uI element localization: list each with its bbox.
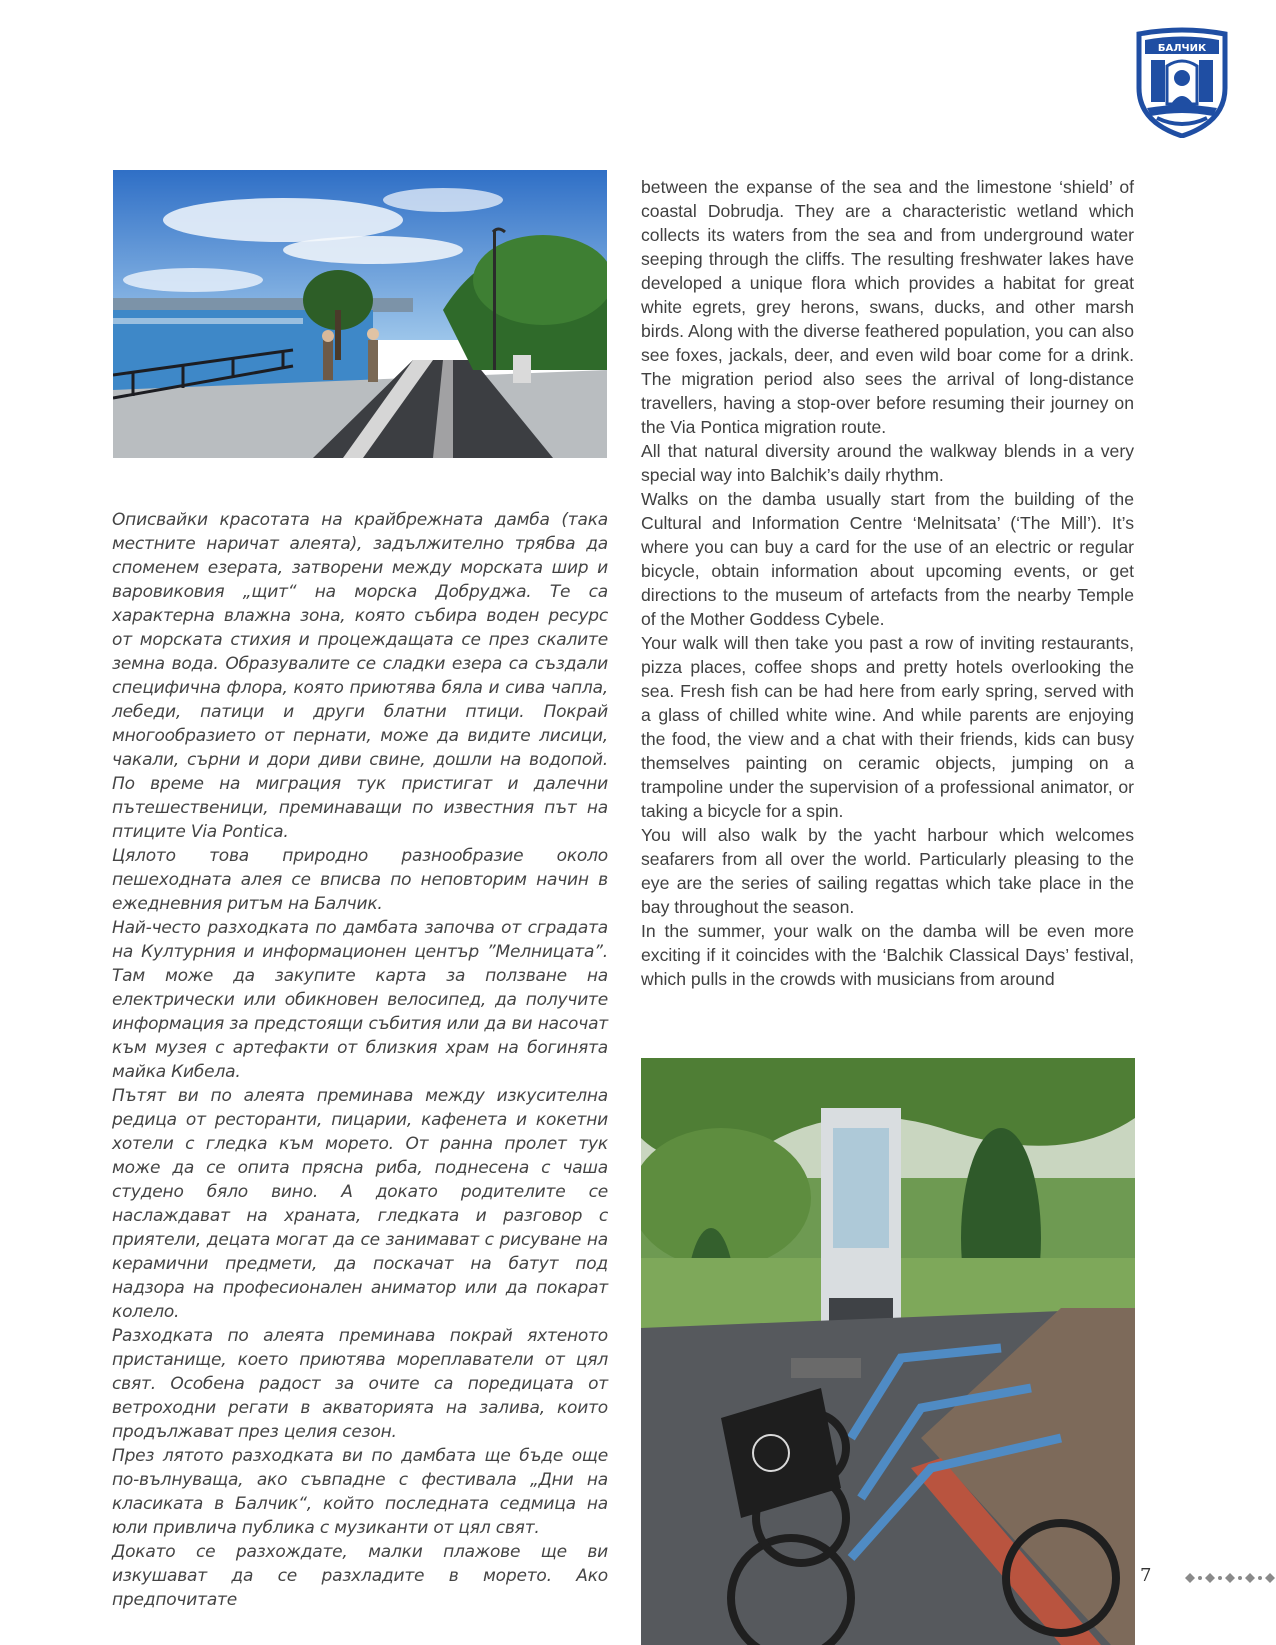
folk-ornament-icon <box>1183 1570 1276 1586</box>
bike-sharing-station-photo <box>641 1058 1135 1645</box>
paragraph: Цялото това природно разнообразие около пешеходната алея се вписва по неповторим начин в ежедневния ритъм на Балчик. <box>112 846 608 914</box>
paragraph: Разходката по алеята преминава покрай яхтеното пристанище, което приютява мореплаватели от цял свят. Особена радост за очите са поредицата от ветроходни регати в акваторията на залива, които продължават през целия сезон. <box>112 1326 608 1442</box>
bulgarian-text-column <box>112 508 608 1612</box>
paragraph: Докато се разхождате, малки плажове ще ви изкушават да се разхладите в морето. Ако предпочитате <box>112 1542 608 1610</box>
page-number: 7 <box>1140 1565 1152 1586</box>
paragraph: Пътят ви по алеята преминава между изкусителна редица от ресторанти, пицарии, кафенета и кокетни хотели с гледка към морето. От ранна пролет тук може да се опита прясна риба, поднесена с чаша студено бяло вино. А докато родителите се наслаждават на храната, гледката и разговор с приятели, децата могат да се занимават с рисуване на керамични предмети, да поскачат на батут под надзора на професионален аниматор или да покарат колело. <box>112 1086 608 1322</box>
seaside-promenade-photo <box>113 170 607 458</box>
paragraph: Описвайки красотата на крайбрежната дамба (така местните наричат алеята), задължително трябва да споменем езерата, затворени между морската шир и варовиковия „щит“ на морска Добруджа. Те са характерна влажна зона, която събира воден ресурс от морската стихия и процеждащата се през скалите земна вода. Образувалите се сладки езера са създали специфична флора, която приютява бяла и сива чапла, лебеди, патици и други блатни птици. Покрай многообразието от пернати, може да видите лисици, чакали, сърни и дори диви свине, дошли на водопой. По време на миграция тук пристигат и далечни пътешественици, преминаващи по известния път на птиците Via Pontica. <box>112 510 608 842</box>
paragraph: between the expanse of the sea and the limestone ‘shield’ of coastal Dobrudja. They are a characteristic wetland which collects its waters from the sea and from underground water seeping through the cliffs. The resulting freshwater lakes have developed a unique flora which provides a habitat for great white egrets, grey herons, swans, ducks, and other marsh birds. Along with the diverse feathered population, you can also see foxes, jackals, deer, and even wild boar come for a drink. The migration period also sees the arrival of long-distance travellers, having a stop-over before resuming their journey on the Via Pontica migration route. <box>641 177 1134 437</box>
paragraph: In the summer, your walk on the damba will be even more exciting if it coincides with the ‘Balchik Classical Days’ festival, which pulls in the crowds with musicians from around <box>641 921 1134 989</box>
paragraph: Walks on the damba usually start from the building of the Cultural and Information Centre ‘Melnitsata’ (‘The Mill’). It’s where you can buy a card for the use of an electric or regular bicycle, obtain information about upcoming events, or get directions to the museum of artefacts from the nearby Temple of the Mother Goddess Cybele. <box>641 489 1134 629</box>
paragraph: През лятото разходката ви по дамбата ще бъде още по-вълнуваща, ако съвпадне с фестивала „Дни на класиката в Балчик“, който последната седмица на юли привлича публика с музиканти от цял свят. <box>112 1446 608 1538</box>
english-text-column <box>641 175 1134 991</box>
paragraph: You will also walk by the yacht harbour which welcomes seafarers from all over the world. Particularly pleasing to the eye are the series of sailing regattas which take place in the bay throughout the season. <box>641 825 1134 917</box>
paragraph: All that natural diversity around the walkway blends in a very special way into Balchik’s daily rhythm. <box>641 441 1134 485</box>
balchik-coat-of-arms-icon <box>1133 26 1231 138</box>
paragraph: Your walk will then take you past a row of inviting restaurants, pizza places, coffee shops and pretty hotels overlooking the sea. Fresh fish can be had here from early spring, served with a glass of chilled white wine. And while parents are enjoying the food, the view and a chat with their friends, kids can busy themselves painting on ceramic objects, jumping on a trampoline under the supervision of a professional animator, or taking a bicycle for a spin. <box>641 633 1134 821</box>
crest-label: БАЛЧИК <box>1157 43 1207 54</box>
paragraph: Най-често разходката по дамбата започва от сградата на Културния и информационен център ”Мелницата”. Там може да закупите карта за ползване на електрически или обикновен велосипед, да получите информация за предстоящи събития или да ви насочат към музея с артефакти от близкия храм на богинята майка Кибела. <box>112 918 608 1082</box>
